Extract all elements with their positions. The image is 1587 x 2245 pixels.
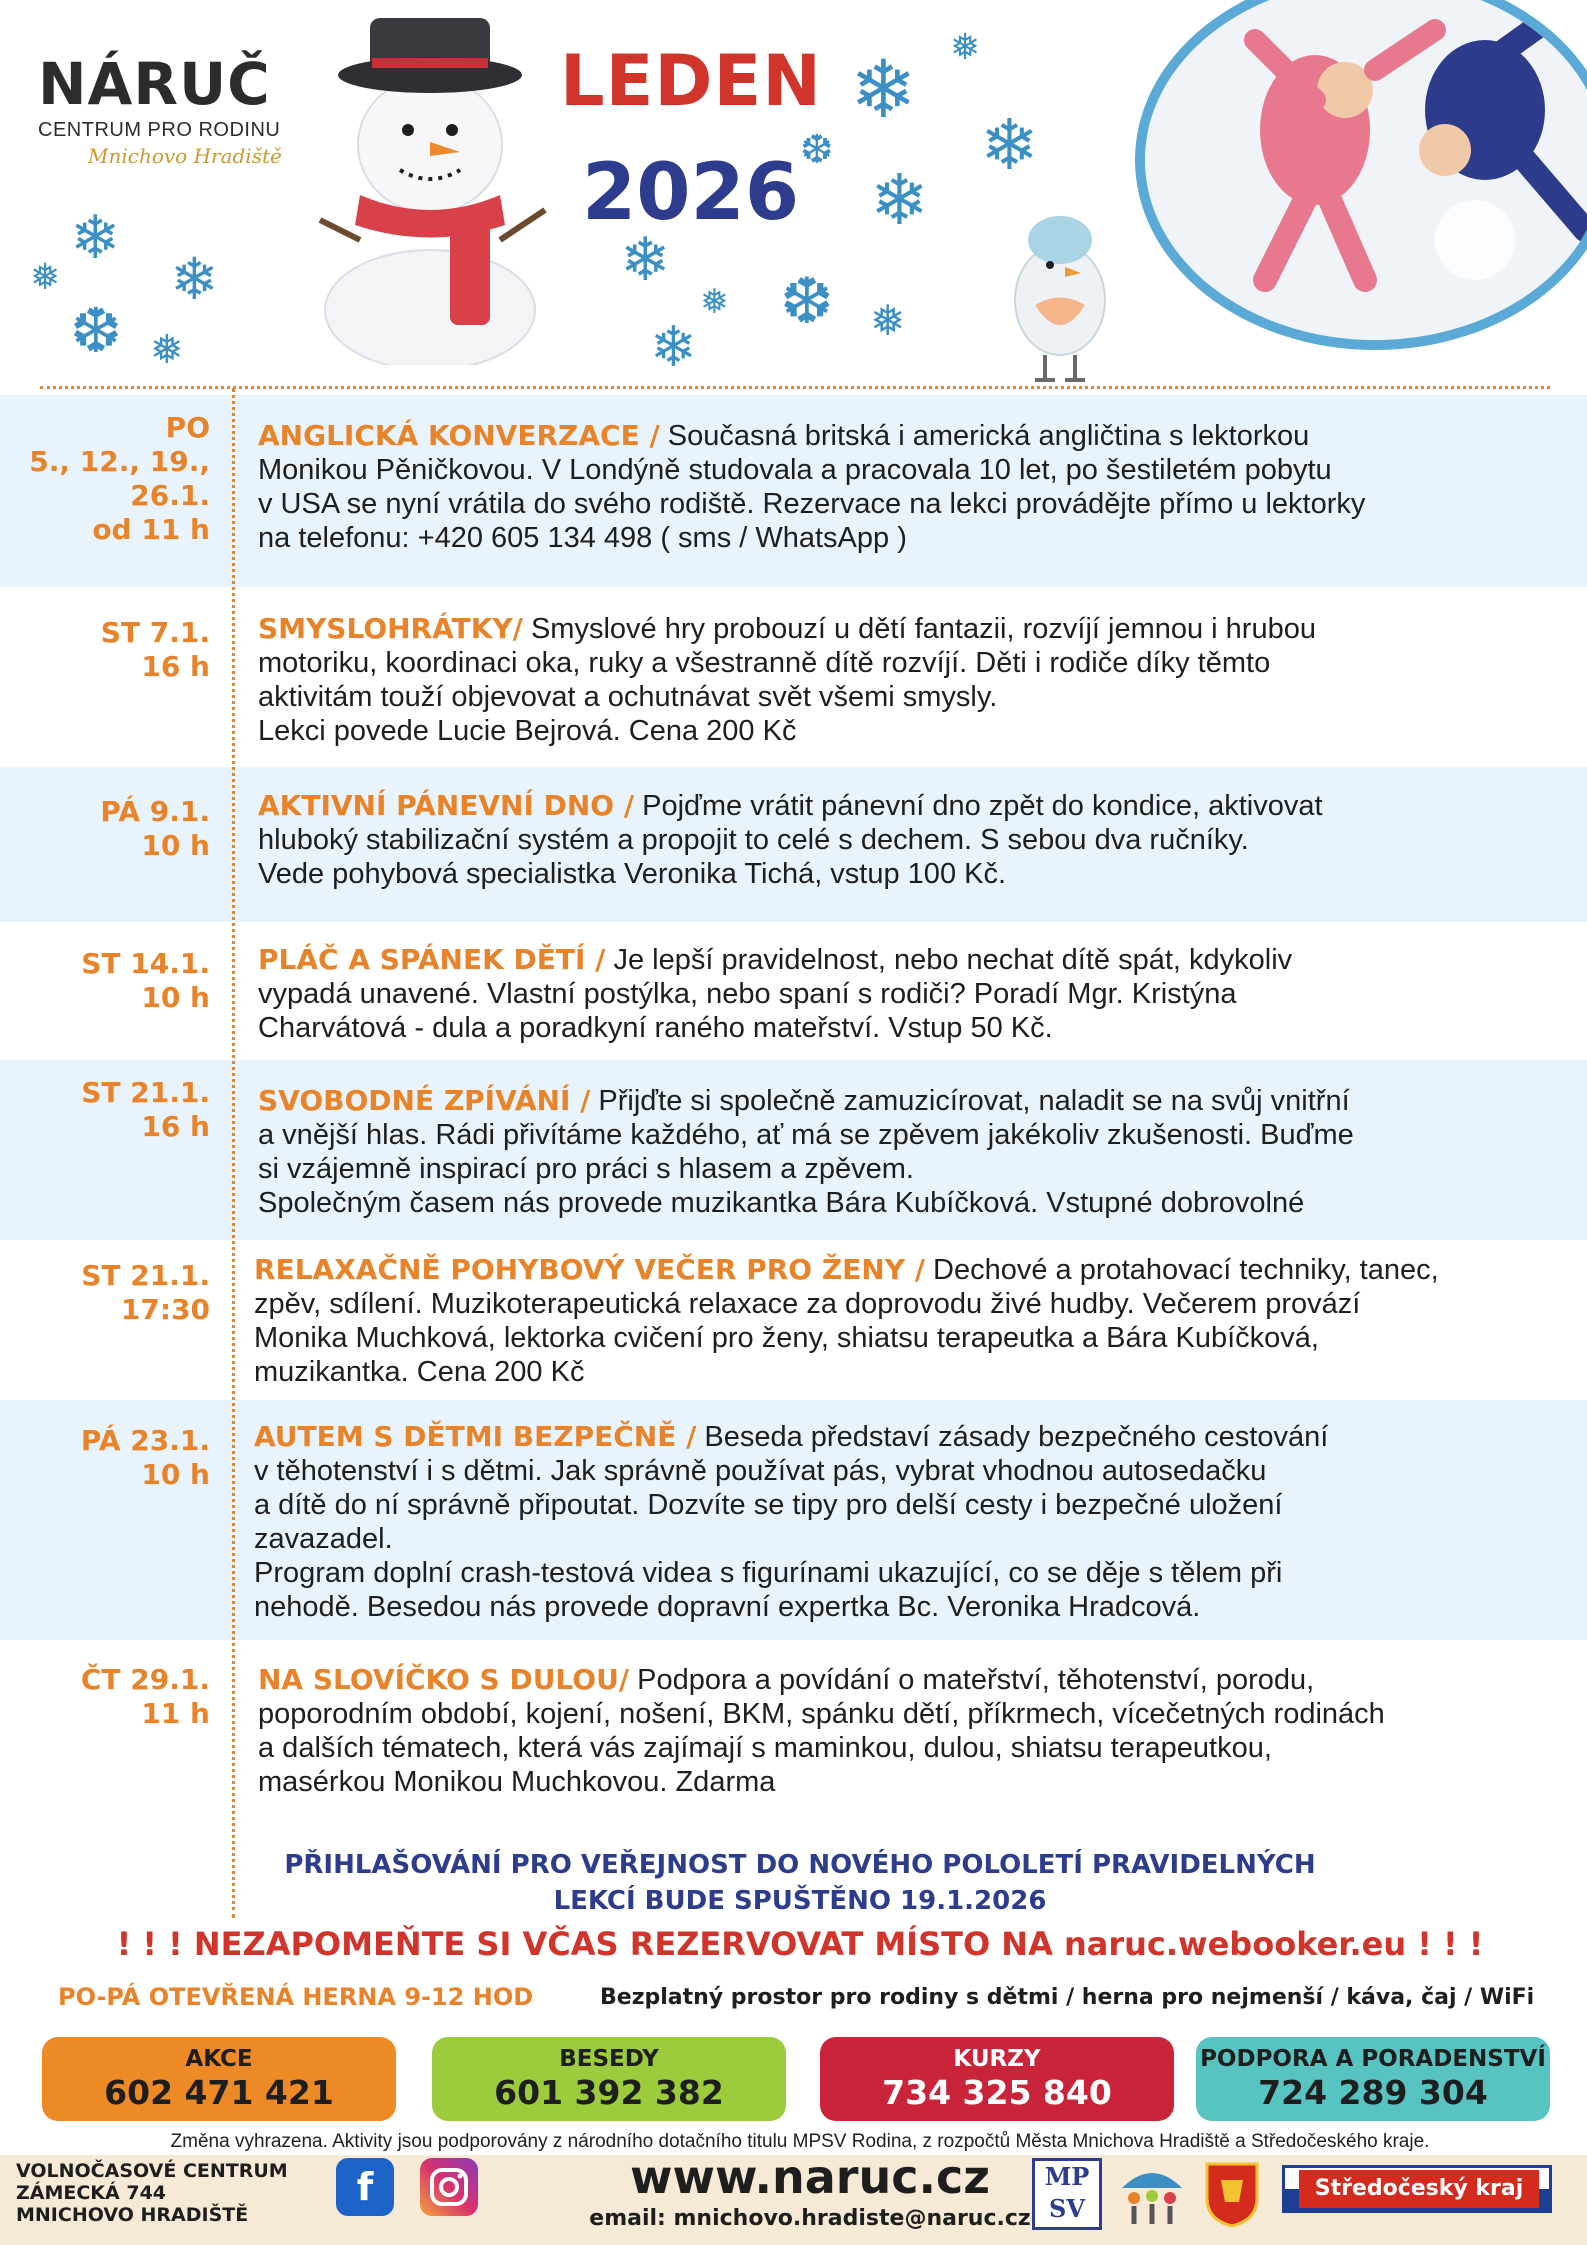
signup-notice: PŘIHLAŠOVÁNÍ PRO VEŘEJNOST DO NOVÉHO POLOLETÍ PRAVIDELNÝCH LEKCÍ BUDE SPUŠTĚNO 19.1.2026 bbox=[284, 1850, 1316, 1916]
snowflake-icon: ❅ bbox=[950, 27, 981, 68]
snowflake-icon: ❄ bbox=[620, 225, 671, 295]
event-row bbox=[0, 395, 1587, 587]
website-link[interactable]: www.naruc.cz bbox=[629, 2150, 991, 2204]
event-date: ST 21.1. 17:30 bbox=[81, 1259, 210, 1326]
mpsv-logo: MP SV bbox=[1032, 2158, 1102, 2230]
event-date: ČT 29.1. 11 h bbox=[80, 1663, 210, 1730]
playroom-description: Bezplatný prostor pro rodiny s dětmi / herna pro nejmenší / káva, čaj / WiFi bbox=[600, 1985, 1535, 2010]
snowflake-icon: ❆ bbox=[780, 265, 834, 339]
snowflake-icon: ❄ bbox=[170, 245, 219, 313]
event-row bbox=[0, 590, 1587, 765]
event-description: SVOBODNÉ ZPÍVÁNÍ / Přijďte si společně zamuzicírovat, naladit se na svůj vnitřní a vnější hlas. Rádi přivítáme každého, ať má se zpěvem jakékoliv zkušenosti. Buďme si vzájemně inspirací pro práci s hlasem a zpěvem. Společným časem nás provede muzikantka Bára Kubíčková. Vstupné dobrovolné bbox=[258, 1084, 1354, 1219]
logo-script: Mnichovo Hradiště bbox=[88, 144, 282, 168]
event-title: NA SLOVÍČKO S DULOU/ bbox=[258, 1663, 630, 1696]
contact-box-podpora[interactable]: PODPORA A PORADENSTVÍ 724 289 304 bbox=[1196, 2037, 1550, 2121]
event-description: SMYSLOHRÁTKY/ Smyslové hry probouzí u dětí fantazii, rozvíjí jemnou i hrubou motoriku, koordinaci oka, ruky a všestranně dítě rozvíjí. Děti i rodiče díky těmto aktivitám touží objevovat a ochutnávat svět všemi smysly. Lekci povede Lucie Bejrová. Cena 200 Kč bbox=[258, 612, 1316, 747]
snowflake-icon: ❄ bbox=[870, 159, 929, 241]
bird-illustration bbox=[1005, 195, 1115, 385]
event-description: NA SLOVÍČKO S DULOU/ Podpora a povídání o mateřství, těhotenství, porodu, poporodním období, kojení, nošení, BKM, spánku dětí, příkrmech, vícečetných rodinách a dalších tématech, která vás zajímají s maminkou, dulou, shiatsu terapeutkou, masérkou Monikou Muchkovou. Zdarma bbox=[258, 1663, 1385, 1798]
event-row bbox=[0, 1400, 1587, 1640]
event-title: SVOBODNÉ ZPÍVÁNÍ / bbox=[258, 1084, 591, 1117]
event-title: PLÁČ A SPÁNEK DĚTÍ / bbox=[258, 943, 606, 976]
snowman-illustration bbox=[300, 10, 560, 365]
title-year: 2026 bbox=[582, 148, 800, 238]
event-description: ANGLICKÁ KONVERZACE / Současná britská i americká angličtina s lektorkou Monikou Pěničkovou. V Londýně studovala a pracovala 10 let, po šestiletém pobytu v USA se nyní vrátila do svého rodiště. Rezervace na lekci provádějte přímo u lektorky na telefonu: +420 605 134 498 ( sms / WhatsApp ) bbox=[258, 419, 1366, 554]
snowflake-icon: ❅ bbox=[30, 257, 61, 298]
crest-logo bbox=[1203, 2158, 1261, 2228]
family-logo bbox=[1112, 2158, 1192, 2230]
email-link[interactable]: email: mnichovo.hradiste@naruc.cz bbox=[589, 2206, 1031, 2231]
header bbox=[0, 0, 1587, 385]
event-title: RELAXAČNĚ POHYBOVÝ VEČER PRO ŽENY / bbox=[254, 1253, 925, 1286]
instagram-glyph bbox=[420, 2158, 478, 2216]
top-divider bbox=[40, 386, 1550, 389]
event-description: RELAXAČNĚ POHYBOVÝ VEČER PRO ŽENY / Dechové a protahovací techniky, tanec, zpěv, sdílení. Muzikoterapeutická relaxace za doprovodu živé hudby. Večerem provází Monika Muchková, lektorka cvičení pro ženy, shiatsu terapeutka a Bára Kubíčková, muzikantka. Cena 200 Kč bbox=[254, 1253, 1439, 1388]
event-row bbox=[0, 767, 1587, 922]
event-row bbox=[0, 1643, 1587, 1823]
event-row bbox=[0, 925, 1587, 1060]
snowflake-icon: ❄ bbox=[70, 203, 121, 273]
event-description: AUTEM S DĚTMI BEZPEČNĚ / Beseda představí zásady bezpečného cestování v těhotenství i s dětmi. Jak správně používat pás, vybrat vhodnou autosedačku a dítě do ní správně připoutat. Dozvíte se tipy pro delší cesty i bezpečné uložení zavazadel. Program doplní crash-testová videa s figurínami ukazující, co se děje s tělem při nehodě. Besedou nás provede dopravní expertka Bc. Veronika Hradcová. bbox=[254, 1420, 1329, 1623]
funding-notice: Změna vyhrazena. Aktivity jsou podporovány z národního dotačního titulu MPSV Rodina, z rozpočtů Města Mnichova Hradiště a Středočeského kraje. bbox=[170, 2131, 1430, 2152]
playroom-hours: PO-PÁ OTEVŘENÁ HERNA 9-12 HOD bbox=[58, 1983, 534, 2011]
snowflake-icon: ❅ bbox=[150, 327, 184, 373]
kraj-logo: Středočeský kraj bbox=[1282, 2165, 1552, 2213]
event-date: PÁ 9.1. 10 h bbox=[100, 795, 210, 862]
address: VOLNOČASOVÉ CENTRUM ZÁMECKÁ 744 MNICHOVO HRADIŠTĚ bbox=[16, 2160, 288, 2226]
reservation-banner[interactable]: ! ! ! NEZAPOMEŇTE SI VČAS REZERVOVAT MÍSTO NA naruc.webooker.eu ! ! ! bbox=[116, 1925, 1484, 1963]
contact-box-akce[interactable]: AKCE 602 471 421 bbox=[42, 2037, 396, 2121]
snowflake-icon: ❅ bbox=[870, 296, 906, 345]
event-title: AKTIVNÍ PÁNEVNÍ DNO / bbox=[258, 789, 635, 822]
event-date: ST 7.1. 16 h bbox=[100, 616, 210, 683]
event-title: AUTEM S DĚTMI BEZPEČNĚ / bbox=[254, 1420, 697, 1453]
instagram-icon[interactable] bbox=[420, 2158, 478, 2216]
event-title: SMYSLOHRÁTKY/ bbox=[258, 612, 523, 645]
children-photo bbox=[1135, 0, 1587, 350]
event-description: AKTIVNÍ PÁNEVNÍ DNO / Pojďme vrátit pánevní dno zpět do kondice, aktivovat hluboký stabilizační systém a propojit to celé s dechem. S sebou dva ručníky. Vede pohybová specialistka Veronika Tichá, vstup 100 Kč. bbox=[258, 789, 1323, 890]
event-title: ANGLICKÁ KONVERZACE / bbox=[258, 419, 660, 452]
timeline-divider bbox=[232, 388, 235, 1918]
event-date: ST 21.1. 16 h bbox=[81, 1076, 210, 1143]
event-description: PLÁČ A SPÁNEK DĚTÍ / Je lepší pravidelnost, nebo nechat dítě spát, kdykoliv vypadá unavené. Vlastní postýlka, nebo spaní s rodiči? Poradí Mgr. Kristýna Charvátová - dula a poradkyní raného mateřství. Vstup 50 Kč. bbox=[258, 943, 1293, 1044]
event-date: ST 14.1. 10 h bbox=[81, 947, 210, 1014]
contact-box-besedy[interactable]: BESEDY 601 392 382 bbox=[432, 2037, 786, 2121]
title-month: LEDEN bbox=[560, 40, 822, 122]
snowflake-icon: ❄ bbox=[980, 104, 1039, 186]
snowflake-icon: ❆ bbox=[70, 294, 122, 367]
logo-name: NÁRUČ bbox=[38, 50, 271, 118]
event-date: PO 5., 12., 19., 26.1. od 11 h bbox=[29, 411, 210, 546]
contact-box-kurzy[interactable]: KURZY 734 325 840 bbox=[820, 2037, 1174, 2121]
snowflake-icon: ❄ bbox=[650, 315, 697, 380]
event-row bbox=[0, 1060, 1587, 1240]
event-row bbox=[0, 1243, 1587, 1398]
naruc-logo[interactable] bbox=[38, 50, 328, 168]
snowflake-icon: ❅ bbox=[700, 282, 729, 322]
logo-subtitle: CENTRUM PRO RODINU bbox=[38, 119, 281, 141]
facebook-icon[interactable]: f bbox=[336, 2158, 394, 2216]
event-date: PÁ 23.1. 10 h bbox=[80, 1424, 210, 1491]
snowflake-icon: ❆ bbox=[800, 127, 834, 173]
snowflake-icon: ❄ bbox=[850, 43, 918, 136]
